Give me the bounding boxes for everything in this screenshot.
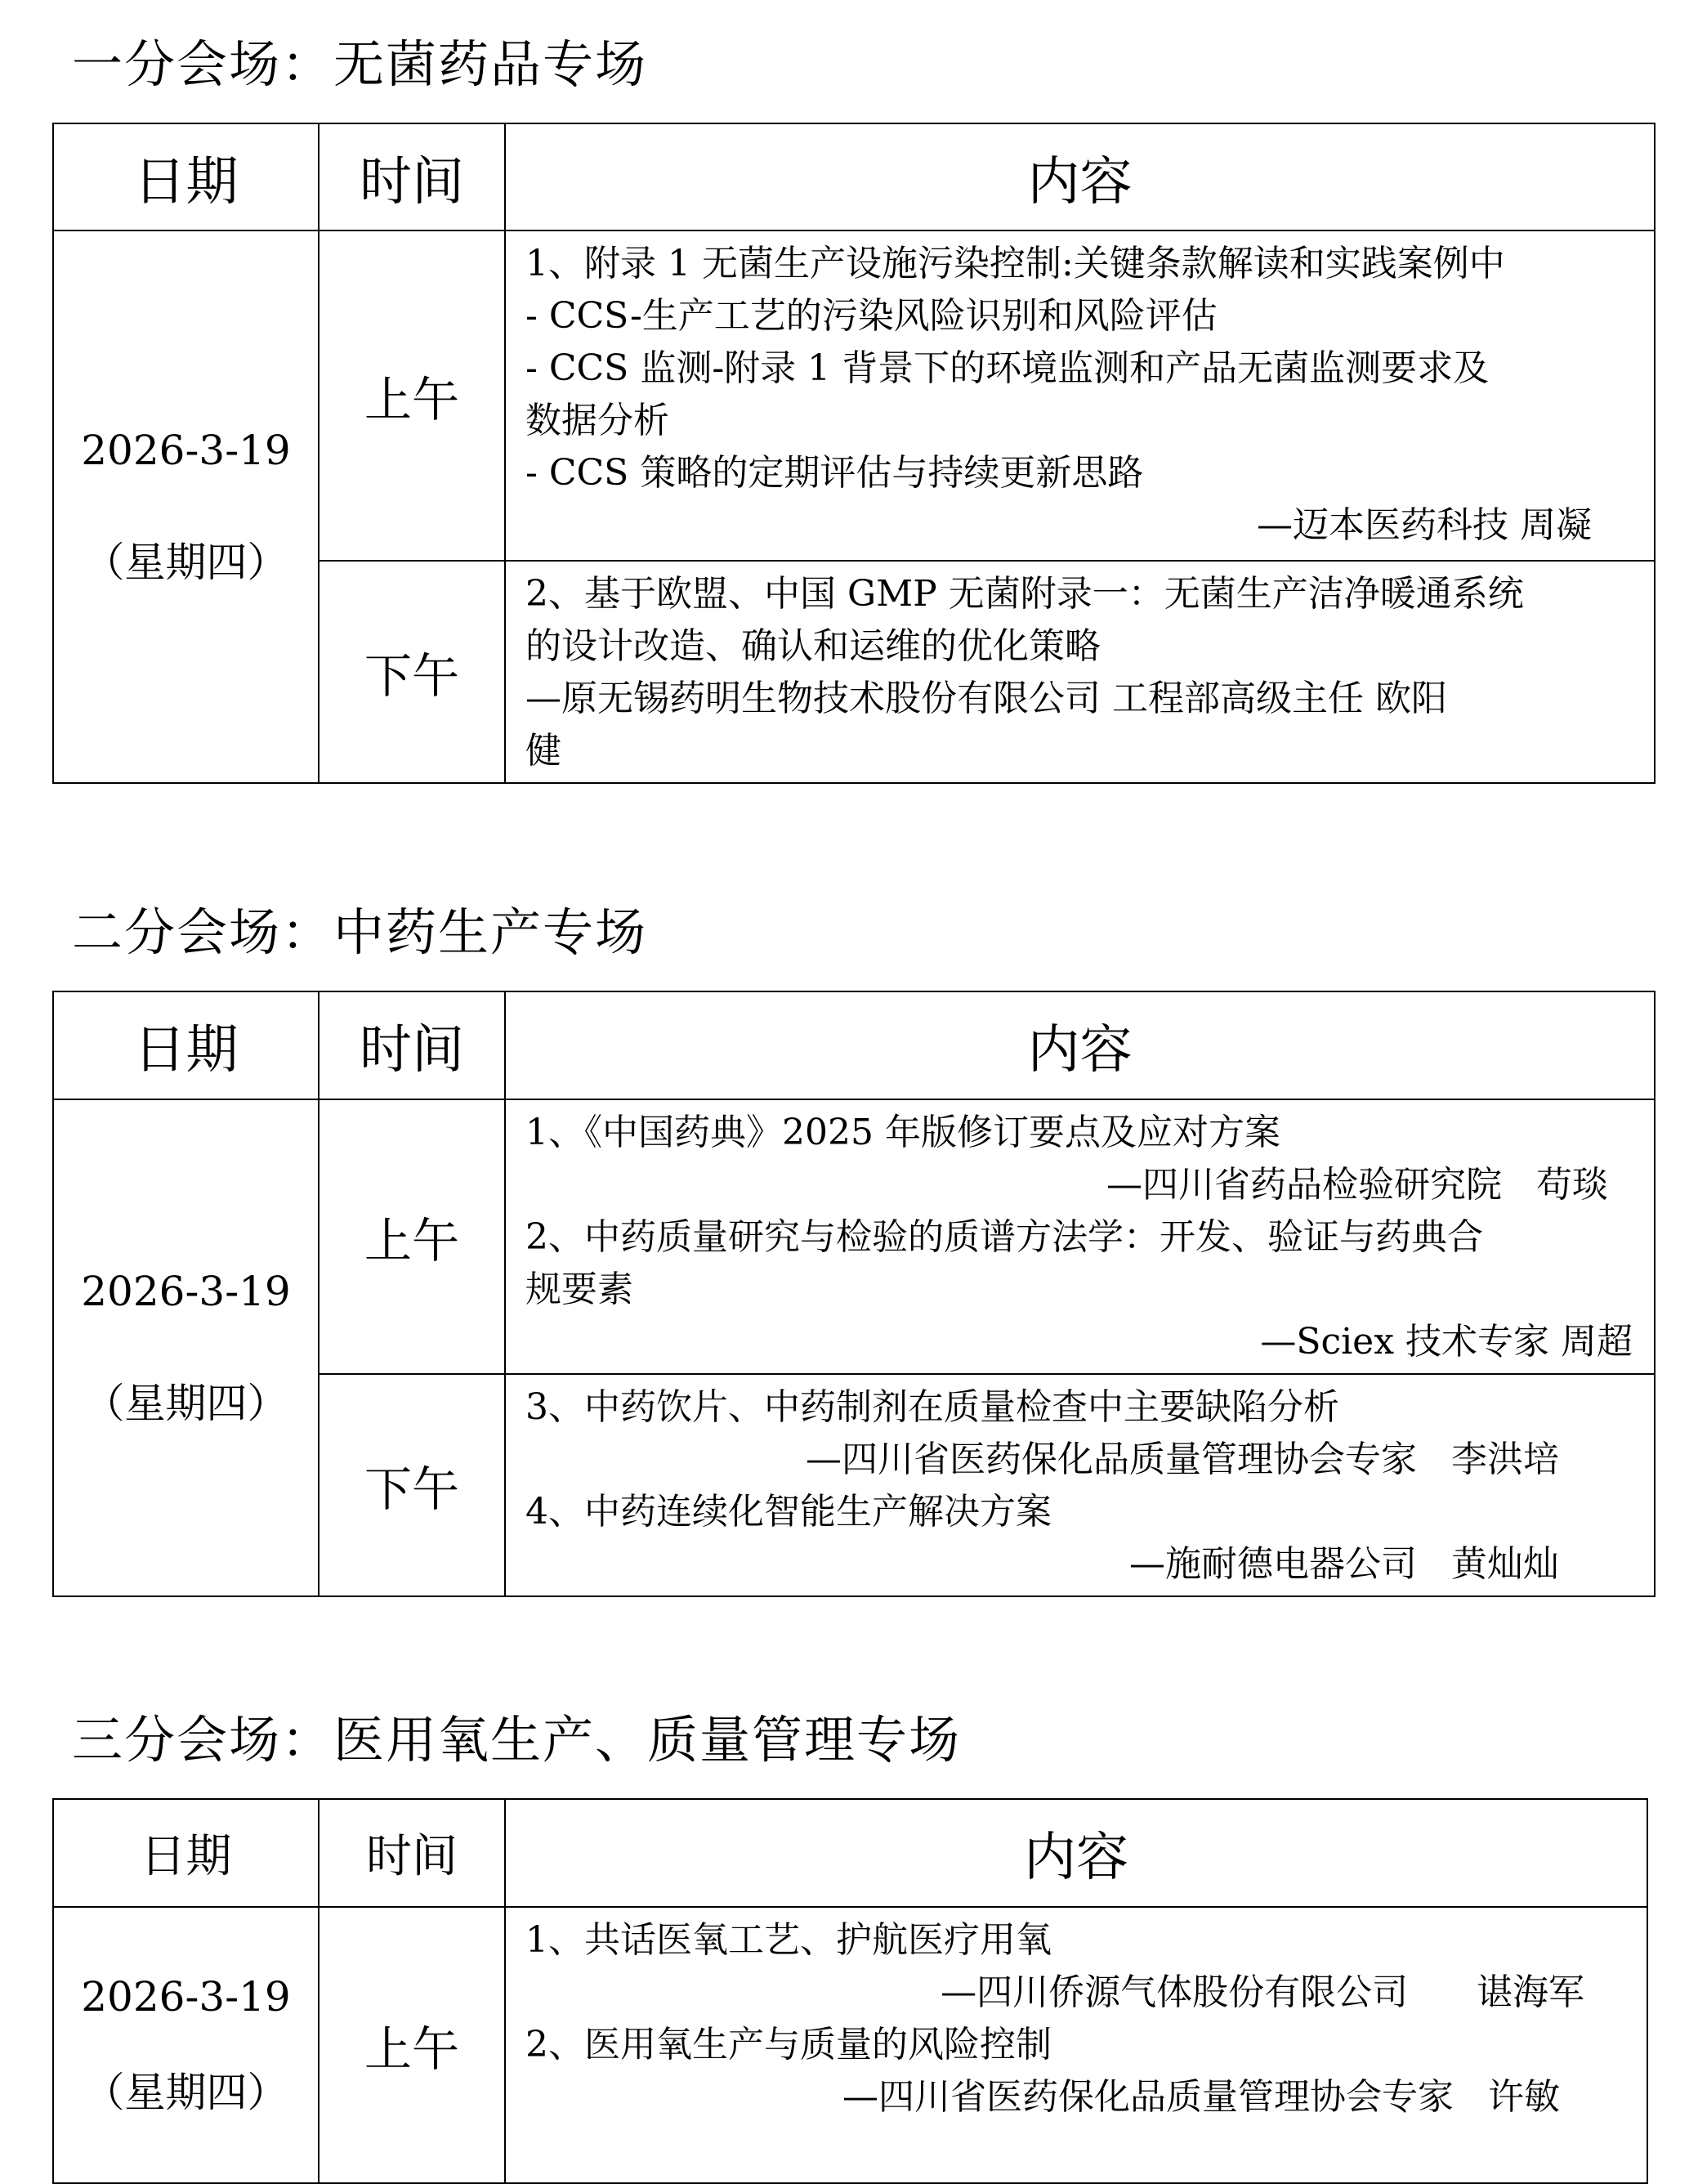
agenda-line: 健 bbox=[525, 730, 561, 772]
section-2-title: 二分会场：中药生产专场 bbox=[72, 902, 648, 962]
morning-content bbox=[505, 230, 1655, 561]
weekday-text: （星期四） bbox=[83, 1380, 288, 1427]
period-morning: 上午 bbox=[319, 1907, 505, 2183]
agenda-line: - CCS-生产工艺的污染风险识别和风险评估 bbox=[525, 295, 1218, 337]
section-2-table bbox=[52, 991, 1656, 1597]
speaker-line: —四川省医药保化品质量管理协会专家 许敏 bbox=[842, 2076, 1560, 2118]
header-content: 内容 bbox=[505, 991, 1655, 1099]
agenda-line: —原无锡药明生物技术股份有限公司 工程部高级主任 欧阳 bbox=[525, 678, 1447, 719]
weekday-text: （星期四） bbox=[83, 2069, 288, 2116]
date-text: 2026-3-19 bbox=[81, 1972, 291, 2021]
speaker-line: —Sciex 技术专家 周超 bbox=[1260, 1321, 1633, 1363]
agenda-line: 的设计改造、确认和运维的优化策略 bbox=[525, 625, 1101, 667]
afternoon-content bbox=[505, 1374, 1655, 1596]
section-3-title: 三分会场：医用氧生产、质量管理专场 bbox=[72, 1710, 962, 1770]
header-content: 内容 bbox=[505, 1799, 1647, 1907]
agenda-line: 1、《中国药典》2025 年版修订要点及应对方案 bbox=[525, 1112, 1280, 1153]
agenda-line: 规要素 bbox=[525, 1269, 633, 1310]
speaker-line: —施耐德电器公司 黄灿灿 bbox=[1129, 1543, 1559, 1585]
header-date: 日期 bbox=[53, 123, 319, 230]
date-cell bbox=[53, 230, 319, 783]
header-date: 日期 bbox=[53, 991, 319, 1099]
agenda-line: 2、基于欧盟、中国 GMP 无菌附录一：无菌生产洁净暖通系统 bbox=[525, 573, 1524, 615]
header-content: 内容 bbox=[505, 123, 1655, 230]
section-3-table bbox=[52, 1798, 1648, 2184]
period-afternoon: 下午 bbox=[319, 561, 505, 783]
section-1-table bbox=[52, 123, 1656, 784]
period-morning: 上午 bbox=[319, 1099, 505, 1374]
agenda-line: - CCS 策略的定期评估与持续更新思路 bbox=[525, 452, 1144, 494]
agenda-line: 3、中药饮片、中药制剂在质量检查中主要缺陷分析 bbox=[525, 1386, 1339, 1428]
morning-content bbox=[505, 1907, 1647, 2183]
date-text: 2026-3-19 bbox=[81, 1267, 291, 1315]
agenda-line: 1、附录 1 无菌生产设施污染控制:关键条款解读和实践案例中 bbox=[525, 243, 1505, 284]
speaker-line: —迈本医药科技 周凝 bbox=[1257, 504, 1592, 546]
agenda-line: 4、中药连续化智能生产解决方案 bbox=[525, 1491, 1052, 1533]
date-cell bbox=[53, 1907, 319, 2183]
header-time: 时间 bbox=[319, 123, 505, 230]
header-time: 时间 bbox=[319, 1799, 505, 1907]
morning-content bbox=[505, 1099, 1655, 1374]
header-date: 日期 bbox=[53, 1799, 319, 1907]
speaker-line: —四川省药品检验研究院 苟琰 bbox=[1106, 1164, 1608, 1206]
afternoon-content bbox=[505, 561, 1655, 783]
agenda-line: - CCS 监测-附录 1 背景下的环境监测和产品无菌监测要求及 bbox=[525, 347, 1490, 389]
agenda-line: 2、中药质量研究与检验的质谱方法学：开发、验证与药典合 bbox=[525, 1216, 1483, 1258]
agenda-line: 数据分析 bbox=[525, 400, 669, 441]
weekday-text: （星期四） bbox=[83, 539, 288, 586]
agenda-line: 2、医用氧生产与质量的风险控制 bbox=[525, 2024, 1052, 2065]
date-cell bbox=[53, 1099, 319, 1596]
period-morning: 上午 bbox=[319, 230, 505, 561]
section-1-title: 一分会场：无菌药品专场 bbox=[72, 34, 648, 94]
header-time: 时间 bbox=[319, 991, 505, 1099]
agenda-line: 1、共话医氧工艺、护航医疗用氧 bbox=[525, 1919, 1052, 1961]
speaker-line: —四川省医药保化品质量管理协会专家 李洪培 bbox=[806, 1439, 1559, 1480]
period-afternoon: 下午 bbox=[319, 1374, 505, 1596]
date-text: 2026-3-19 bbox=[81, 426, 291, 474]
speaker-line: —四川侨源气体股份有限公司 谌海军 bbox=[941, 1971, 1584, 2013]
